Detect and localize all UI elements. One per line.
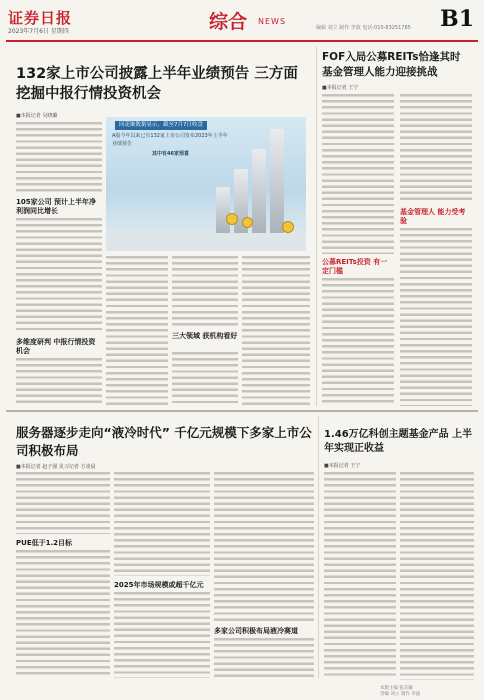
section-title: 综合: [209, 11, 248, 33]
bottom-left-body-text: [16, 472, 110, 534]
issue-date: 2023年7月6日 星期四: [8, 28, 69, 35]
bottom-right-headline: 1.46万亿科创主题基金产品 上半年实现正收益: [324, 429, 473, 454]
bottom-right-body-text: [400, 472, 474, 680]
bottom-left-headline: 服务器逐步走向“液冷时代” 千亿元规模下多家上市公司积极布局: [16, 425, 312, 458]
image-tag: 同花顺数据显示，截至7月7日收盘: [115, 121, 207, 130]
bottom-right-body-text: [324, 472, 396, 678]
bar-graphic: [252, 149, 266, 233]
lead-subhead-1: 105家公司 预计上半年净利润同比增长: [16, 198, 97, 215]
right-subhead-2: 基金管理人 能力受考验: [400, 208, 466, 225]
image-ground: [106, 233, 306, 251]
bottom-left-subhead-2: 2025年市场规模或超千亿元: [114, 581, 204, 589]
section-title-en: NEWS: [258, 17, 287, 26]
coin-graphic: [242, 217, 253, 228]
lead-body-text: [106, 256, 168, 406]
bottom-left-body-text: [16, 550, 110, 678]
lead-body-text: [172, 352, 238, 406]
editor-line: 编辑 刘立 制作 李波 电话:010-83251785: [316, 25, 411, 31]
bar-graphic: [270, 129, 284, 233]
bottom-left-body-text: [214, 472, 314, 622]
right-body-text: [400, 94, 472, 204]
lead-body-text: [16, 218, 102, 334]
footer-line: 责编 刘立 制作 李波: [380, 692, 421, 697]
bottom-left-subhead-3: 多家公司积极布局液冷赛道: [214, 627, 298, 635]
bottom-left-byline: ■本报记者 赵子强 见习记者 方凌晨: [16, 464, 96, 470]
bottom-left-subhead-1: PUE低于1.2目标: [16, 539, 72, 547]
lead-subhead-2: 多维度研判 中报行情投资机会: [16, 338, 96, 355]
masthead: [6, 4, 478, 42]
image-caption: A股今年以来已有132家上市公司发布2023年上半年业绩预告: [112, 133, 228, 147]
right-body-text: [322, 94, 394, 254]
page-number: B1: [440, 6, 474, 32]
lead-subhead-3: 三大领域 获机构看好: [172, 332, 238, 340]
section-divider: [6, 410, 478, 412]
image-caption: 其中有46家预喜: [152, 151, 189, 157]
bottom-right-byline: ■本报记者 王宁: [324, 463, 361, 469]
footer-line: 本版主编 张芯颖: [380, 686, 413, 691]
lead-body-text: [16, 358, 102, 404]
right-byline: ■本报记者 王宁: [322, 85, 359, 91]
bottom-left-body-text: [114, 472, 210, 576]
page-footer: [380, 686, 420, 698]
column-divider: [318, 416, 319, 678]
bar-graphic: [216, 187, 230, 233]
right-body-text: [322, 278, 394, 406]
lead-image: [106, 117, 306, 251]
lead-byline: ■本报记者 吴晓璐: [16, 113, 58, 119]
coin-graphic: [226, 213, 238, 225]
column-divider: [316, 46, 317, 406]
right-body-text: [400, 228, 472, 406]
right-headline: FOF入局公募REITs恰逢其时 基金管理人能力迎接挑战: [322, 51, 461, 78]
lead-body-text: [172, 256, 238, 328]
bottom-left-body-text: [114, 592, 210, 678]
lead-headline: 132家上市公司披露上半年业绩预告 三方面挖掘中报行情投资机会: [16, 66, 298, 102]
lead-body-text: [242, 256, 310, 406]
right-subhead-1: 公募REITs投资 有一定门槛: [322, 258, 388, 275]
coin-graphic: [282, 221, 294, 233]
newspaper-logo: 证券日报: [8, 9, 73, 27]
lead-body-text: [16, 122, 102, 194]
bottom-left-body-text: [214, 638, 314, 678]
